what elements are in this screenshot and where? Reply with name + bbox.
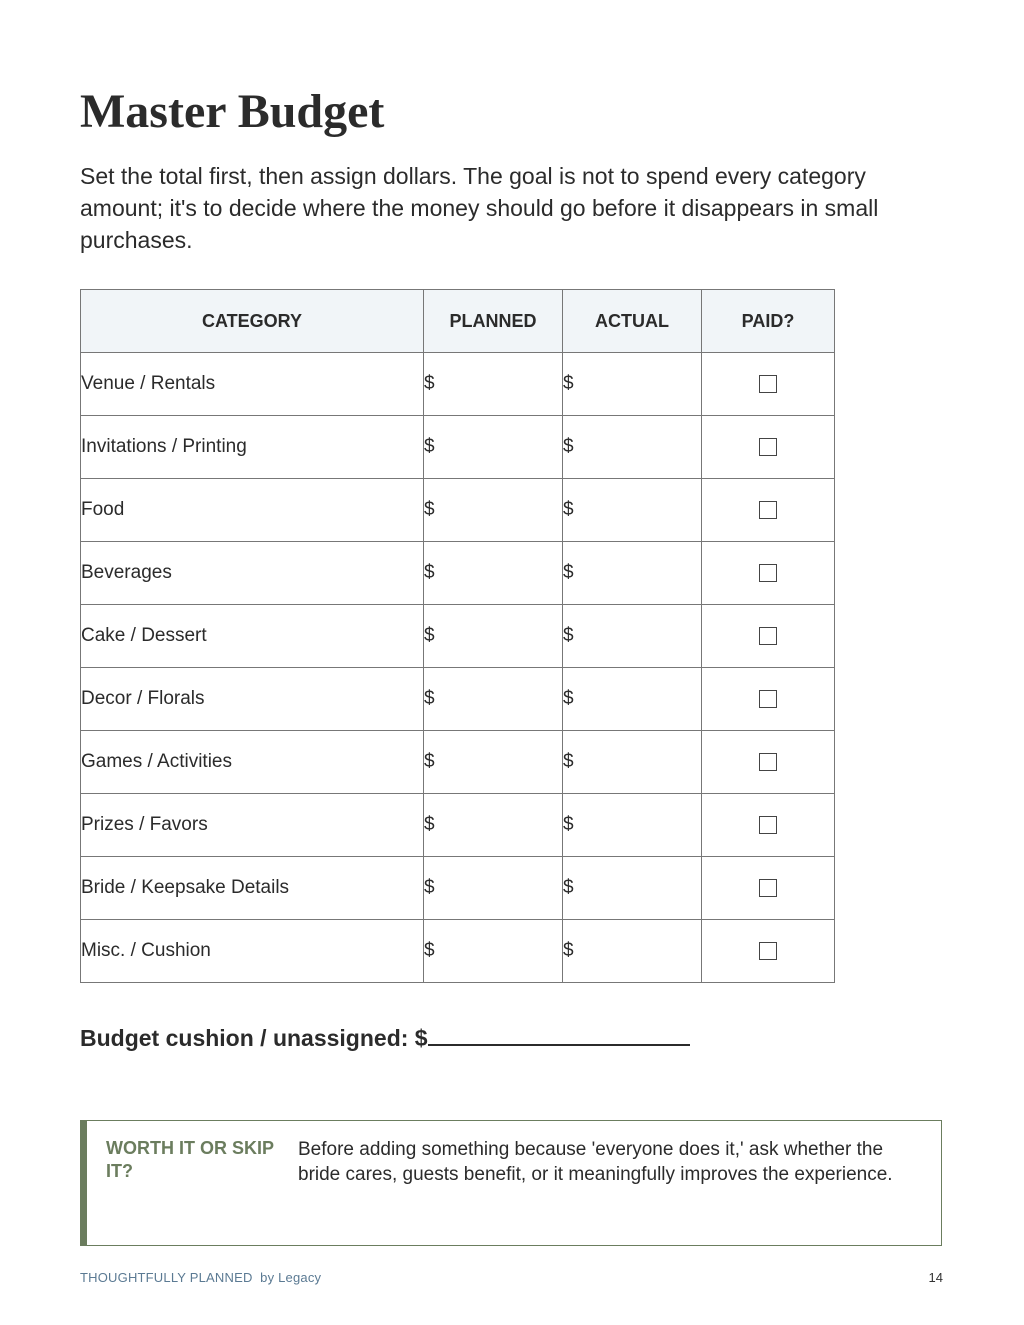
paid-cell bbox=[702, 479, 835, 542]
actual-cell[interactable]: $ bbox=[563, 353, 702, 416]
table-row bbox=[81, 794, 835, 857]
planned-cell[interactable]: $ bbox=[424, 605, 563, 668]
paid-checkbox[interactable] bbox=[759, 564, 777, 582]
paid-cell bbox=[702, 416, 835, 479]
paid-checkbox[interactable] bbox=[759, 879, 777, 897]
paid-checkbox[interactable] bbox=[759, 942, 777, 960]
category-cell: Decor / Florals bbox=[81, 668, 424, 731]
paid-checkbox[interactable] bbox=[759, 438, 777, 456]
column-header-category: CATEGORY bbox=[81, 290, 424, 353]
column-header-actual: ACTUAL bbox=[563, 290, 702, 353]
page-title: Master Budget bbox=[80, 85, 385, 138]
planned-cell[interactable]: $ bbox=[424, 542, 563, 605]
tip-callout bbox=[80, 1120, 942, 1246]
budget-cushion-label: Budget cushion / unassigned: $ bbox=[80, 1025, 428, 1051]
actual-cell[interactable]: $ bbox=[563, 920, 702, 983]
actual-cell[interactable]: $ bbox=[563, 605, 702, 668]
actual-cell[interactable]: $ bbox=[563, 794, 702, 857]
category-cell: Venue / Rentals bbox=[81, 353, 424, 416]
budget-table bbox=[80, 289, 835, 983]
paid-checkbox[interactable] bbox=[759, 816, 777, 834]
category-cell: Cake / Dessert bbox=[81, 605, 424, 668]
table-header-row bbox=[81, 290, 835, 353]
category-cell: Food bbox=[81, 479, 424, 542]
planned-cell[interactable]: $ bbox=[424, 731, 563, 794]
actual-cell[interactable]: $ bbox=[563, 731, 702, 794]
table-row bbox=[81, 920, 835, 983]
category-cell: Games / Activities bbox=[81, 731, 424, 794]
paid-checkbox[interactable] bbox=[759, 501, 777, 519]
paid-checkbox[interactable] bbox=[759, 375, 777, 393]
paid-cell bbox=[702, 353, 835, 416]
column-header-planned: PLANNED bbox=[424, 290, 563, 353]
table-row bbox=[81, 353, 835, 416]
planned-cell[interactable]: $ bbox=[424, 479, 563, 542]
column-header-paid: PAID? bbox=[702, 290, 835, 353]
footer-brand: THOUGHTFULLY PLANNED by Legacy bbox=[80, 1270, 322, 1285]
table-row bbox=[81, 668, 835, 731]
intro-text: Set the total first, then assign dollars. The goal is not to spend every category amount; it's to decide where the money should go before it disappears in small purchases. bbox=[80, 163, 879, 253]
budget-cushion-line bbox=[80, 1022, 690, 1052]
paid-cell bbox=[702, 920, 835, 983]
category-cell: Beverages bbox=[81, 542, 424, 605]
callout-body: Before adding something because 'everyone does it,' ask whether the bride cares, guests benefit, or it meaningfully improves the experience. bbox=[298, 1139, 893, 1185]
table-row bbox=[81, 857, 835, 920]
category-cell: Bride / Keepsake Details bbox=[81, 857, 424, 920]
table-row bbox=[81, 605, 835, 668]
paid-checkbox[interactable] bbox=[759, 753, 777, 771]
planned-cell[interactable]: $ bbox=[424, 416, 563, 479]
paid-checkbox[interactable] bbox=[759, 627, 777, 645]
actual-cell[interactable]: $ bbox=[563, 668, 702, 731]
paid-cell bbox=[702, 542, 835, 605]
table-row bbox=[81, 731, 835, 794]
actual-cell[interactable]: $ bbox=[563, 857, 702, 920]
table-row bbox=[81, 416, 835, 479]
paid-cell bbox=[702, 731, 835, 794]
budget-cushion-blank[interactable] bbox=[428, 1022, 690, 1046]
table-row bbox=[81, 479, 835, 542]
paid-cell bbox=[702, 668, 835, 731]
paid-cell bbox=[702, 857, 835, 920]
category-cell: Invitations / Printing bbox=[81, 416, 424, 479]
planned-cell[interactable]: $ bbox=[424, 353, 563, 416]
paid-checkbox[interactable] bbox=[759, 690, 777, 708]
planned-cell[interactable]: $ bbox=[424, 920, 563, 983]
category-cell: Misc. / Cushion bbox=[81, 920, 424, 983]
planned-cell[interactable]: $ bbox=[424, 794, 563, 857]
page-number: 14 bbox=[928, 1270, 943, 1285]
table-row bbox=[81, 542, 835, 605]
planned-cell[interactable]: $ bbox=[424, 668, 563, 731]
category-cell: Prizes / Favors bbox=[81, 794, 424, 857]
callout-label: WORTH IT OR SKIP IT? bbox=[106, 1138, 274, 1181]
actual-cell[interactable]: $ bbox=[563, 542, 702, 605]
actual-cell[interactable]: $ bbox=[563, 416, 702, 479]
actual-cell[interactable]: $ bbox=[563, 479, 702, 542]
paid-cell bbox=[702, 605, 835, 668]
planned-cell[interactable]: $ bbox=[424, 857, 563, 920]
paid-cell bbox=[702, 794, 835, 857]
